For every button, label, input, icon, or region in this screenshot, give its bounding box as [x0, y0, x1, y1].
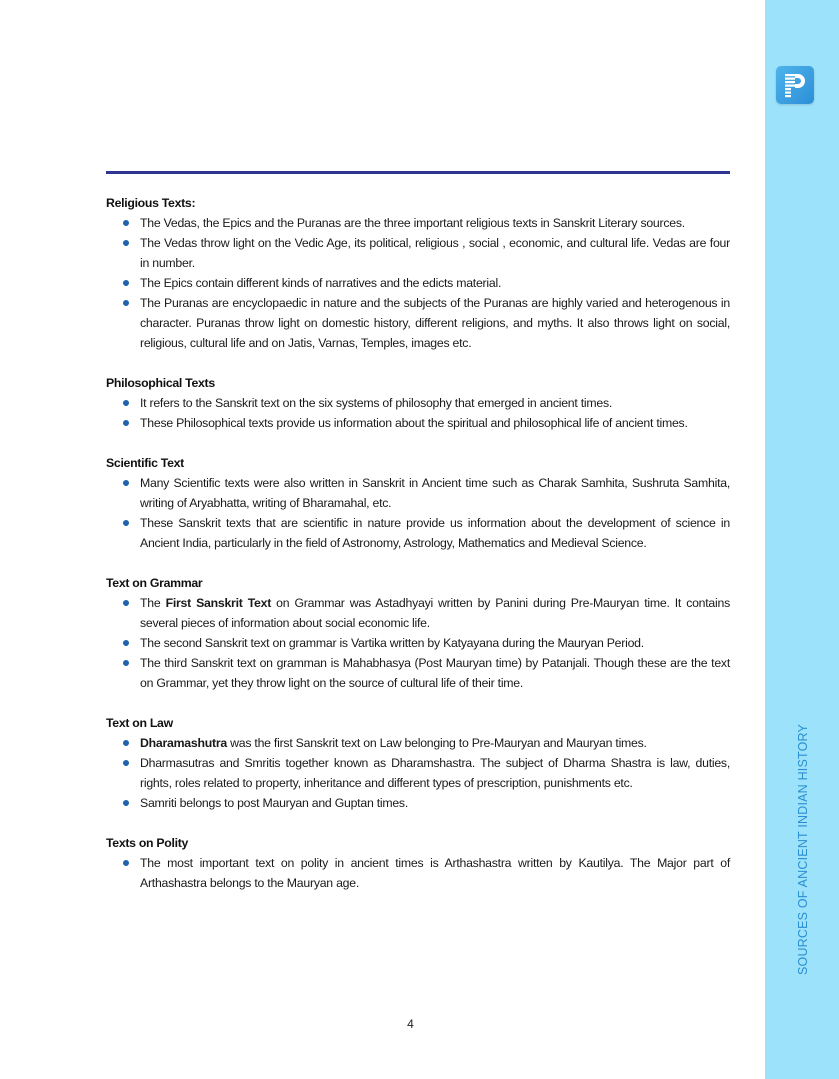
list-item: Many Scientific texts were also written in Sanskrit in Ancient time such as Charak Samhita, Sushruta Samhita, writing of Aryabhatta, writing of Bharamahal, etc. [106, 473, 730, 513]
section-text-on-law [106, 713, 730, 813]
emphasis-text: Dharamashutra [140, 736, 227, 750]
p-logo-glyph [776, 66, 814, 104]
section-heading: Text on Law [106, 716, 173, 730]
list-item: The second Sanskrit text on grammar is Vartika written by Katyayana during the Mauryan Period. [106, 633, 730, 653]
list-item: The Vedas, the Epics and the Puranas are the three important religious texts in Sanskrit Literary sources. [106, 213, 730, 233]
bullet-icon [123, 800, 129, 806]
page-number: 4 [407, 1017, 414, 1031]
bullet-icon [123, 760, 129, 766]
section-texts-on-polity [106, 833, 730, 893]
list-item: The Vedas throw light on the Vedic Age, its political, religious , social , economic, and cultural life. Vedas are four in number. [106, 233, 730, 273]
header-rule [106, 171, 730, 174]
bullet-icon [123, 420, 129, 426]
bullet-icon [123, 400, 129, 406]
bullet-icon [123, 220, 129, 226]
bullet-icon [123, 280, 129, 286]
bullet-list [106, 213, 730, 353]
list-item: Dharmasutras and Smritis together known as Dharamshastra. The subject of Dharma Shastra is law, duties, rights, roles related to property, inheritance and different types of prescription, punishments etc. [106, 753, 730, 793]
bullet-list [106, 733, 730, 813]
list-item: The Puranas are encyclopaedic in nature and the subjects of the Puranas are highly varied and heterogenous in character. Puranas throw light on domestic history, different religions, and myths. It also throws light on social, religious, cultural life and on Jatis, Varnas, Temples, images etc. [106, 293, 730, 353]
section-heading: Texts on Polity [106, 836, 189, 850]
list-item: Samriti belongs to post Mauryan and Guptan times. [106, 793, 730, 813]
list-item: The third Sanskrit text on gramman is Mahabhasya (Post Mauryan time) by Patanjali. Though these are the text on Grammar, yet they throw light on the source of cultural life of their time. [106, 653, 730, 693]
bullet-list [106, 593, 730, 693]
list-item: These Philosophical texts provide us information about the spiritual and philosophical life of ancient times. [106, 413, 730, 433]
bullet-list [106, 393, 730, 433]
bullet-icon [123, 860, 129, 866]
sidebar-vertical-title: SOURCES OF ANCIENT INDIAN HISTORY [796, 723, 810, 975]
list-item: These Sanskrit texts that are scientific in nature provide us information about the development of science in Ancient India, particularly in the field of Astronomy, Astrology, Mathematics and Medieval Science. [106, 513, 730, 553]
bullet-list [106, 853, 730, 893]
section-heading: Philosophical Texts [106, 376, 215, 390]
bullet-icon [123, 240, 129, 246]
section-philosophical-texts [106, 373, 730, 433]
section-scientific-text [106, 453, 730, 553]
list-item: Dharamashutra was the first Sanskrit text on Law belonging to Pre-Mauryan and Mauryan times. [106, 733, 730, 753]
section-heading: Scientific Text [106, 456, 184, 470]
bullet-icon [123, 300, 129, 306]
bullet-icon [123, 600, 129, 606]
emphasis-text: First Sanskrit Text [165, 596, 272, 610]
list-item: It refers to the Sanskrit text on the six systems of philosophy that emerged in ancient times. [106, 393, 730, 413]
document-body [106, 193, 730, 913]
section-heading: Text on Grammar [106, 576, 203, 590]
bullet-icon [123, 480, 129, 486]
list-item: The Epics contain different kinds of narratives and the edicts material. [106, 273, 730, 293]
bullet-icon [123, 520, 129, 526]
p-logo-icon [776, 66, 814, 104]
bullet-list [106, 473, 730, 553]
list-item: The First Sanskrit Text on Grammar was Astadhyayi written by Panini during Pre-Mauryan time. It contains several pieces of information about social economic life. [106, 593, 730, 633]
section-religious-texts [106, 193, 730, 353]
section-text-on-grammar [106, 573, 730, 693]
list-item: The most important text on polity in ancient times is Arthashastra written by Kautilya. The Major part of Arthashastra belongs to the Mauryan age. [106, 853, 730, 893]
bullet-icon [123, 640, 129, 646]
section-heading: Religious Texts: [106, 196, 196, 210]
bullet-icon [123, 740, 129, 746]
bullet-icon [123, 660, 129, 666]
